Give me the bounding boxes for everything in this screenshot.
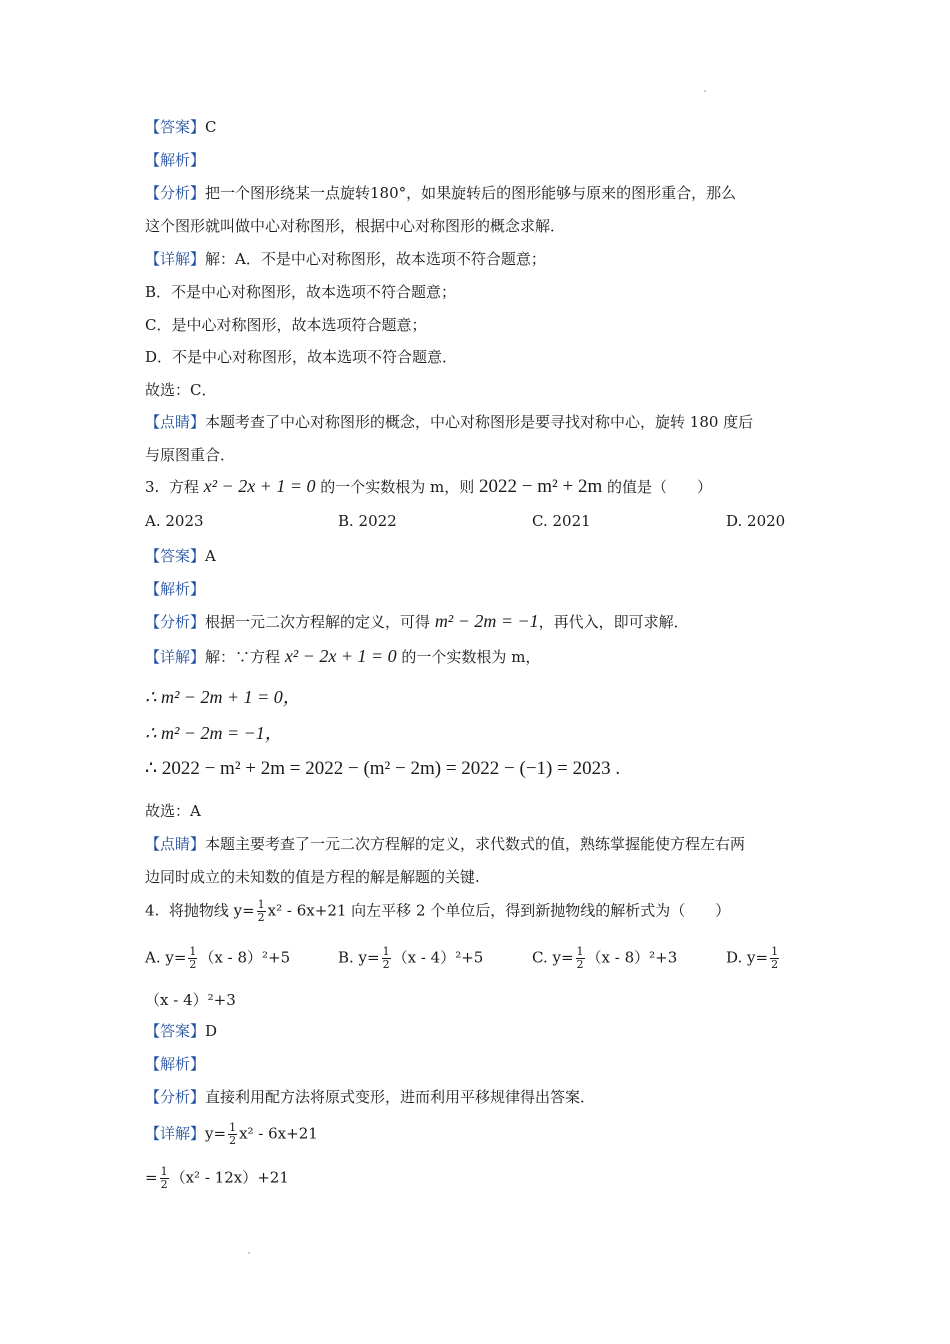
q4-answer: D <box>205 1022 218 1040</box>
answer-tag: 【答案】 <box>145 118 206 136</box>
q3-comment-a: 本题主要考查了一元二次方程解的定义，求代数式的值，熟练掌握能使方程左右两 <box>205 835 746 853</box>
comment-tag: 【点睛】 <box>145 413 206 431</box>
fraction-numerator: 1 <box>229 1121 237 1134</box>
fraction-numerator: 1 <box>771 945 779 958</box>
q3-fenxi-equation: m² − 2m = −1 <box>434 611 539 631</box>
q3-fenxi-a: 根据一元二次方程解的定义，可得 <box>205 613 431 631</box>
q3-choose: 故选：A <box>145 802 201 820</box>
q2-fenxi-a: 把一个图形绕某一点旋转180°，如果旋转后的图形能够与原来的图形重合，那么 <box>205 184 737 202</box>
q3-option-d: D. 2020 <box>726 512 786 530</box>
q4-option-a-prefix: A. y= <box>145 948 187 967</box>
analysis-tag: 【解析】 <box>145 580 206 598</box>
comment-tag: 【点睛】 <box>145 835 206 853</box>
detail-tag: 【详解】 <box>145 648 206 666</box>
q4-option-b-body: （x - 4）²+5 <box>392 948 484 967</box>
q4-number: 4. <box>145 901 160 920</box>
q3-comment-line-2: 边同时成立的未知数的值是方程的解是解题的关键. <box>145 868 480 886</box>
q4-stem-b: x² - 6x+21 向左平移 2 个单位后，得到新抛物线的解析式为（ ） <box>267 901 731 920</box>
answer-tag: 【答案】 <box>145 547 206 565</box>
q2-fenxi-line-2: 这个图形就叫做中心对称图形，根据中心对称图形的概念求解． <box>145 217 566 235</box>
fraction-numerator: 1 <box>160 1165 168 1178</box>
q2-analysis-line <box>145 149 205 170</box>
q4-option-c-body: （x - 8）²+3 <box>586 948 678 967</box>
q4-option-b <box>338 946 483 971</box>
q4-step-1 <box>145 1166 289 1191</box>
q4-option-d <box>726 946 781 971</box>
fraction-half <box>257 899 266 924</box>
fraction-numerator: 1 <box>382 945 390 958</box>
fraction-denominator: 2 <box>576 958 584 971</box>
fraction-numerator: 1 <box>576 945 584 958</box>
q4-analysis-line <box>145 1053 205 1074</box>
fraction-half <box>770 946 779 971</box>
q3-option-b: B. 2022 <box>338 512 397 530</box>
fraction-denominator: 2 <box>257 911 265 924</box>
analysis-tag: 【解析】 <box>145 151 206 169</box>
q3-detail-b: 的一个实数根为 m， <box>401 648 541 666</box>
q4-option-c-prefix: C. y= <box>532 948 574 967</box>
detail-tag: 【详解】 <box>145 1124 206 1143</box>
q2-detail-line <box>145 248 546 269</box>
q3-answer: A <box>205 547 216 565</box>
q3-answer-line <box>145 545 216 566</box>
q3-option-c: C. 2021 <box>532 512 591 530</box>
q3-stem <box>145 476 712 498</box>
fraction-half <box>160 1166 169 1191</box>
q2-detail-b: B．不是中心对称图形，故本选项不符合题意； <box>145 283 457 301</box>
q3-detail-equation: x² − 2x + 1 = 0 <box>284 646 397 666</box>
q4-step-1-body: （x² - 12x）+21 <box>170 1168 289 1187</box>
q2-comment-line-2: 与原图重合． <box>145 446 236 464</box>
q4-detail-b: x² - 6x+21 <box>239 1124 318 1143</box>
q3-expression: 2022 − m² + 2m <box>479 476 603 497</box>
analysis-tag: 【解析】 <box>145 1055 206 1073</box>
q4-fenxi: 直接利用配方法将原式变形，进而利用平移规律得出答案． <box>205 1088 596 1106</box>
q4-stem-a: 将抛物线 y= <box>168 901 255 920</box>
q3-fenxi-line <box>145 611 689 632</box>
q4-detail-a: y= <box>205 1124 227 1143</box>
q3-number: 3. <box>145 478 160 496</box>
q4-fenxi-line <box>145 1086 595 1107</box>
q4-answer-line <box>145 1020 217 1041</box>
fraction-half <box>576 946 585 971</box>
q2-answer-line <box>145 116 217 137</box>
q2-detail-a: 解：A．不是中心对称图形，故本选项不符合题意； <box>205 250 546 268</box>
q3-stem-c: 的值是（ ） <box>607 478 713 496</box>
q3-step-1: ∴ m² − 2m + 1 = 0， <box>145 687 301 707</box>
fraction-denominator: 2 <box>160 1178 168 1191</box>
q3-step-3: ∴ 2022 − m² + 2m = 2022 − (m² − 2m) = 2022 − (−1) = 2023 . <box>145 758 621 779</box>
fraction-denominator: 2 <box>382 958 390 971</box>
q3-detail-line <box>145 646 540 667</box>
fraction-half <box>228 1122 237 1147</box>
q4-option-b-prefix: B. y= <box>338 948 380 967</box>
q4-option-d-prefix: D. y= <box>726 948 769 967</box>
fraction-half <box>188 946 197 971</box>
fraction-half <box>382 946 391 971</box>
q3-analysis-line <box>145 578 205 599</box>
q3-stem-a: 方程 <box>168 478 199 496</box>
detail-tag: 【详解】 <box>145 250 206 268</box>
fraction-denominator: 2 <box>229 1134 237 1147</box>
q2-choose: 故选：C． <box>145 381 217 399</box>
q4-step-1-eq: = <box>145 1168 158 1187</box>
q3-detail-a: 解：∵方程 <box>205 648 281 666</box>
fraction-denominator: 2 <box>189 958 197 971</box>
q4-detail-line <box>145 1122 318 1147</box>
q3-comment-line <box>145 833 745 854</box>
q3-option-a: A. 2023 <box>145 512 204 530</box>
q2-detail-d: D．不是中心对称图形，故本选项不符合题意． <box>145 348 458 366</box>
q2-answer: C <box>205 118 217 136</box>
q4-option-c <box>532 946 677 971</box>
q3-step-2: ∴ m² − 2m = −1， <box>145 723 283 743</box>
fraction-denominator: 2 <box>771 958 779 971</box>
q3-equation: x² − 2x + 1 = 0 <box>203 476 316 496</box>
q4-stem <box>145 899 730 924</box>
fraction-numerator: 1 <box>189 945 197 958</box>
fraction-numerator: 1 <box>257 898 265 911</box>
fenxi-tag: 【分析】 <box>145 1088 206 1106</box>
q2-fenxi-line <box>145 182 736 203</box>
q4-option-a <box>145 946 290 971</box>
q2-comment-line <box>145 411 753 432</box>
q3-fenxi-b: ，再代入，即可求解． <box>538 613 689 631</box>
page-mark <box>248 1252 250 1254</box>
page-mark <box>704 90 706 92</box>
q4-option-a-body: （x - 8）²+5 <box>199 948 291 967</box>
q2-detail-c: C．是中心对称图形，故本选项符合题意； <box>145 316 427 334</box>
q3-stem-b: 的一个实数根为 m，则 <box>320 478 475 496</box>
answer-tag: 【答案】 <box>145 1022 206 1040</box>
q2-comment-a: 本题考查了中心对称图形的概念，中心对称图形是要寻找对称中心，旋转 180 度后 <box>205 413 754 431</box>
q4-option-d-body: （x - 4）²+3 <box>145 991 236 1009</box>
fenxi-tag: 【分析】 <box>145 613 206 631</box>
fenxi-tag: 【分析】 <box>145 184 206 202</box>
